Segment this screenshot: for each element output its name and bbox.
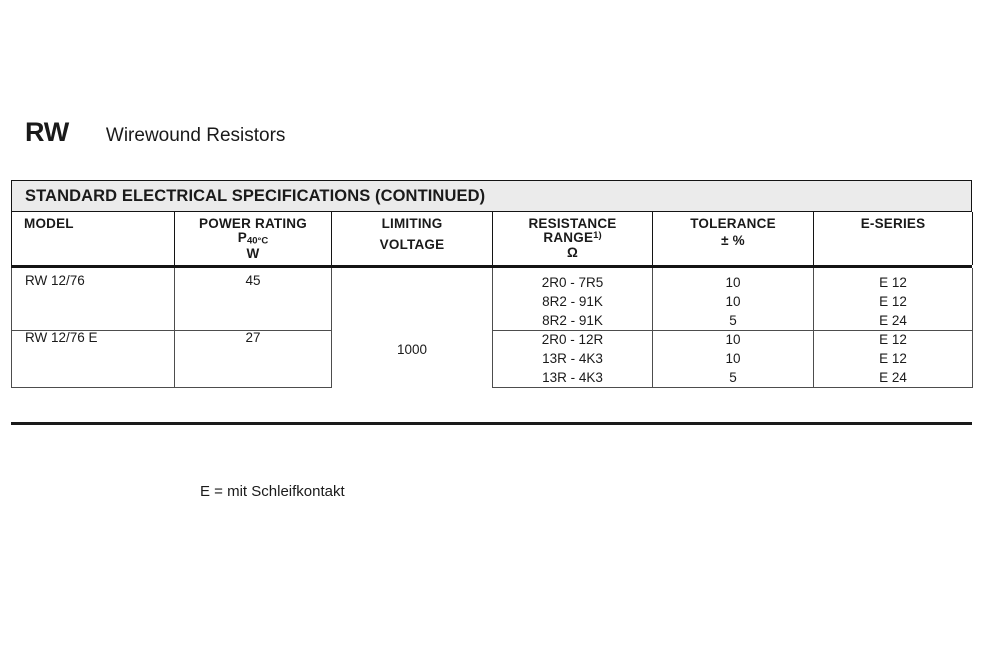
cell-model: RW 12/76: [11, 268, 175, 331]
specifications-table: [11, 180, 972, 386]
e-series-value: E 24: [879, 313, 907, 329]
tolerance-value: 10: [725, 275, 741, 290]
cell-limiting-voltage-continuation: [331, 325, 493, 388]
resistance-range-value: 8R2 - 91K: [542, 313, 603, 329]
footnote: E = mit Schleifkontakt: [200, 483, 345, 500]
section-divider: [11, 422, 972, 425]
cell-limiting-voltage: [331, 268, 493, 357]
cell-model: RW 12/76 E: [11, 325, 175, 388]
tolerance-value: 5: [729, 313, 737, 329]
resistance-range-value: 2R0 - 7R5: [541, 275, 604, 290]
tolerance-value: 10: [725, 351, 741, 367]
e-series-value: E 12: [879, 275, 907, 290]
column-header-resistance-range: [492, 212, 653, 265]
tolerance-value: 5: [729, 370, 737, 386]
series-name: Wirewound Resistors: [105, 125, 286, 146]
cell-resistance-range: [492, 268, 653, 331]
column-header-power-rating-symbol: P40°C: [237, 230, 269, 247]
column-header-limiting-voltage-line2: VOLTAGE: [379, 237, 445, 253]
table-row: [11, 325, 972, 386]
column-header-resistance-range-unit: Ω: [566, 244, 579, 260]
cell-resistance-range: [492, 325, 653, 388]
limiting-voltage-value: 1000: [396, 342, 428, 357]
e-series-value: E 12: [879, 351, 907, 367]
column-header-resistance-range-line1: RESISTANCE: [528, 216, 617, 231]
table-header-row: [11, 212, 972, 268]
e-series-value: E 24: [879, 370, 907, 386]
resistance-range-value: 2R0 - 12R: [541, 332, 604, 347]
column-header-power-rating: [174, 212, 332, 265]
cell-e-series: [813, 325, 973, 388]
column-header-e-series-label: E-SERIES: [860, 216, 926, 231]
column-header-power-rating-unit: W: [246, 246, 260, 262]
table-banner: [11, 180, 972, 212]
column-header-power-rating-label: POWER RATING: [199, 216, 307, 231]
column-header-model: [11, 212, 175, 265]
cell-e-series: [813, 268, 973, 331]
resistance-range-value: 8R2 - 91K: [542, 294, 603, 310]
table-banner-label: STANDARD ELECTRICAL SPECIFICATIONS (CONTINUED): [25, 186, 486, 205]
cell-tolerance: [652, 268, 814, 331]
column-header-model-label: MODEL: [24, 216, 74, 231]
resistance-range-value: 13R - 4K3: [542, 370, 603, 386]
cell-power-rating: 27: [174, 325, 332, 388]
resistance-range-value: 13R - 4K3: [542, 351, 603, 367]
series-code: RW: [25, 117, 69, 147]
e-series-value: E 12: [879, 294, 907, 310]
tolerance-value: 10: [725, 294, 741, 310]
tolerance-value: 10: [725, 332, 741, 347]
page-title: [25, 119, 285, 146]
column-header-tolerance-label: TOLERANCE: [690, 216, 776, 231]
cell-tolerance: [652, 325, 814, 388]
cell-power-rating: 45: [174, 268, 332, 331]
column-header-e-series: [813, 212, 973, 265]
column-header-tolerance-unit: ± %: [721, 233, 745, 249]
column-header-limiting-voltage: [331, 212, 493, 265]
column-header-tolerance: [652, 212, 814, 265]
e-series-value: E 12: [879, 332, 907, 347]
column-header-resistance-range-line2: RANGE$^{1)}$: [543, 230, 602, 246]
column-header-limiting-voltage-line1: LIMITING: [381, 216, 443, 231]
